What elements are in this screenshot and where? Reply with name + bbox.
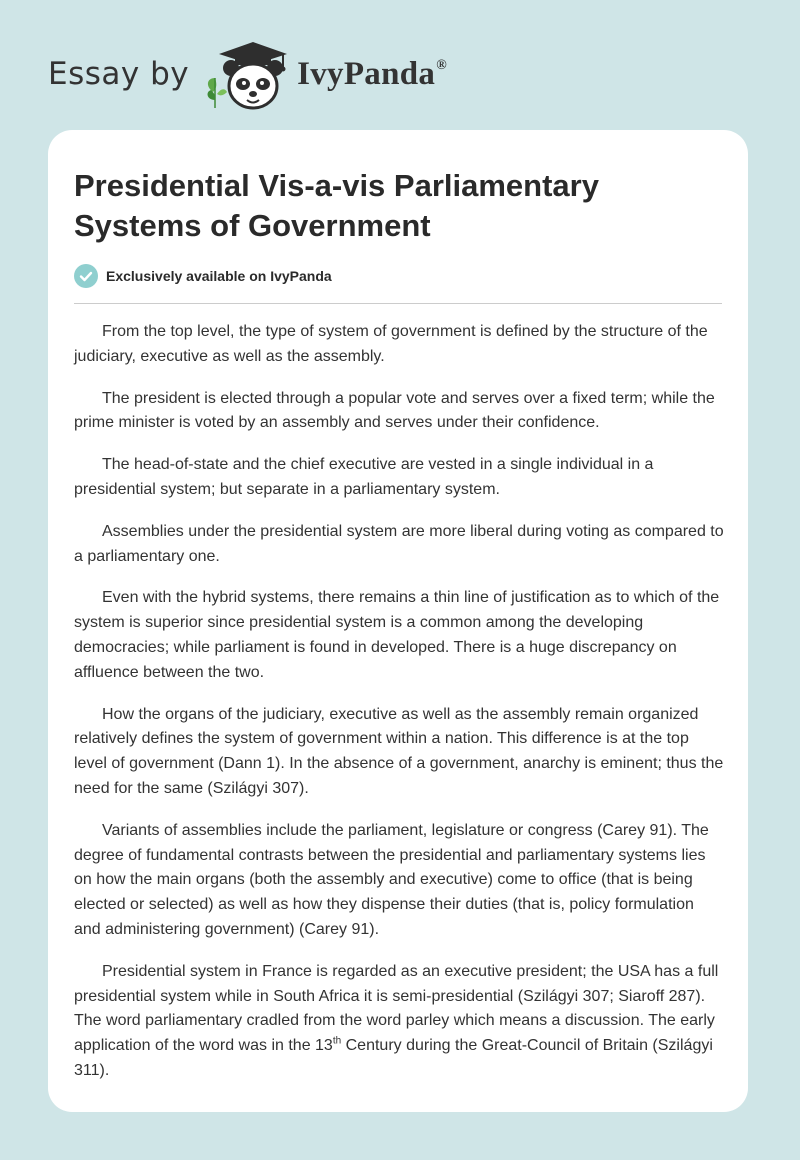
paragraph: From the top level, the type of system of government is defined by the structure of the judiciary, executive as well as the assembly. [74,323,708,365]
brand-name[interactable]: IvyPanda® [297,55,447,92]
paragraph: How the organs of the judiciary, executive as well as the assembly remain organized relatively defines the system of government within a nation. This difference is at the top level of government (Dann 1). In the absence of a government, anarchy is eminent; thus the need for the same (Szilágyi 307). [74,705,724,797]
panda-logo-icon[interactable] [203,34,295,114]
paragraph: Assemblies under the presidential system are more liberal during voting as compared to a parliamentary one. [74,522,724,565]
paragraph: Even with the hybrid systems, there remains a thin line of justification as to which of the system is superior since presidential system is a common among the developing democracies; while parliament is found in developed. There is a huge discrepancy on affluence between the two. [74,589,720,681]
essay-title: Presidential Vis-a-vis Parliamentary Systems of Government [74,168,599,243]
paragraph-last: Presidential system in France is regarded as an executive president; the USA has a full presidential system while in South Africa it is semi-presidential (Szilágyi 307; Siaroff 287). The word parliamentary cradled from the word parley which means a discussion. The early application of the word was in the 13th Century during the Great-Council of Britain (Szilágyi 311). [74,962,719,1079]
paragraph: The president is elected through a popular vote and serves over a fixed term; while the prime minister is voted by an assembly and serves under their confidence. [74,389,715,432]
site-header [48,34,447,114]
exclusive-label: Exclusively available on IvyPanda [106,268,332,284]
paragraph: Variants of assemblies include the parliament, legislature or congress (Carey 91). The degree of fundamental contrasts between the presidential and parliamentary systems lies on how the main organs (both the assembly and executive) come to office (that is being elected or selected) as well as how they dispense their duties (that is, policy formulation and administering government) (Carey 91). [74,821,709,938]
essay-by-label: Essay by [48,56,190,92]
essay-card [48,130,748,1112]
registered-mark: ® [436,57,447,73]
essay-body [74,320,724,1101]
divider [74,303,722,304]
exclusive-badge [74,264,332,288]
ordinal-suffix: th [332,1035,342,1047]
check-circle-icon [74,264,98,288]
paragraph: The head-of-state and the chief executive are vested in a single individual in a presidential system; but separate in a parliamentary system. [74,456,654,498]
